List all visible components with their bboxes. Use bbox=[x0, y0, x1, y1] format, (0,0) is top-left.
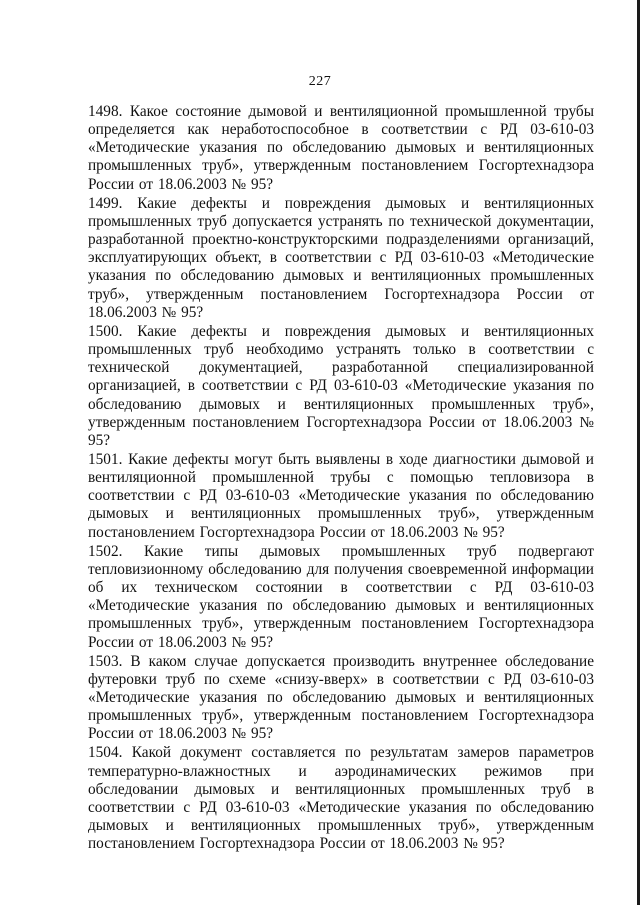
question-1504: 1504. Какой документ составляется по результатам замеров параметров температурно-влажностных и аэродинамических режимов при обследовании дымовых и вентиляционных промышленных труб в соответствии с РД 03-610-03 «Методические указания по обследованию дымовых и вентиляционных промышленных труб», утвержденным постановлением Госгортехнадзора России от 18.06.2003 № 95? bbox=[88, 744, 594, 853]
question-list bbox=[88, 103, 594, 854]
question-1500: 1500. Какие дефекты и повреждения дымовых и вентиляционных промышленных труб необходимо устранять только в соответствии с технической документацией, разработанной специализированной организацией, в соответствии с РД 03-610-03 «Методические указания по обследованию дымовых и вентиляционных промышленных труб», утвержденным постановлением Госгортехнадзора России от 18.06.2003 № 95? bbox=[88, 322, 594, 449]
question-1498: 1498. Какое состояние дымовой и вентиляционной промышленной трубы определяется как неработоспособное в соответствии с РД 03-610-03 «Методические указания по обследованию дымовых и вентиляционных промышленных труб», утвержденным постановлением Госгортехнадзора России от 18.06.2003 № 95? bbox=[88, 103, 594, 193]
page-number: 227 bbox=[308, 74, 332, 89]
question-1503: 1503. В каком случае допускается производить внутреннее обследование футеровки труб по схеме «снизу-вверх» в соответствии с РД 03-610-03 «Методические указания по обследованию дымовых и вентиляционных промышленных труб», утвержденным постановлением Госгортехнадзора России от 18.06.2003 № 95? bbox=[88, 652, 594, 743]
question-1501: 1501. Какие дефекты могут быть выявлены в ходе диагностики дымовой и вентиляционной промышленной трубы с помощью тепловизора в соответствии с РД 03-610-03 «Методические указания по обследованию дымовых и вентиляционных промышленных труб», утвержденным постановлением Госгортехнадзора России от 18.06.2003 № 95? bbox=[88, 450, 594, 541]
question-1499: 1499. Какие дефекты и повреждения дымовых и вентиляционных промышленных труб допускается устранять по технической документации, разработанной проектно-конструкторскими подразделениями организаций, эксплуатирующих объект, в соответствии с РД 03-610-03 «Методические указания по обследованию дымовых и вентиляционных промышленных труб», утвержденным постановлением Госгортехнадзора России от 18.06.2003 № 95? bbox=[88, 194, 594, 321]
question-1502: 1502. Какие типы дымовых промышленных труб подвергают тепловизионному обследованию для получения своевременной информации об их техническом состоянии в соответствии с РД 03-610-03 «Методические указания по обследованию дымовых и вентиляционных промышленных труб», утвержденным постановлением Госгортехнадзора России от 18.06.2003 № 95? bbox=[88, 542, 594, 651]
